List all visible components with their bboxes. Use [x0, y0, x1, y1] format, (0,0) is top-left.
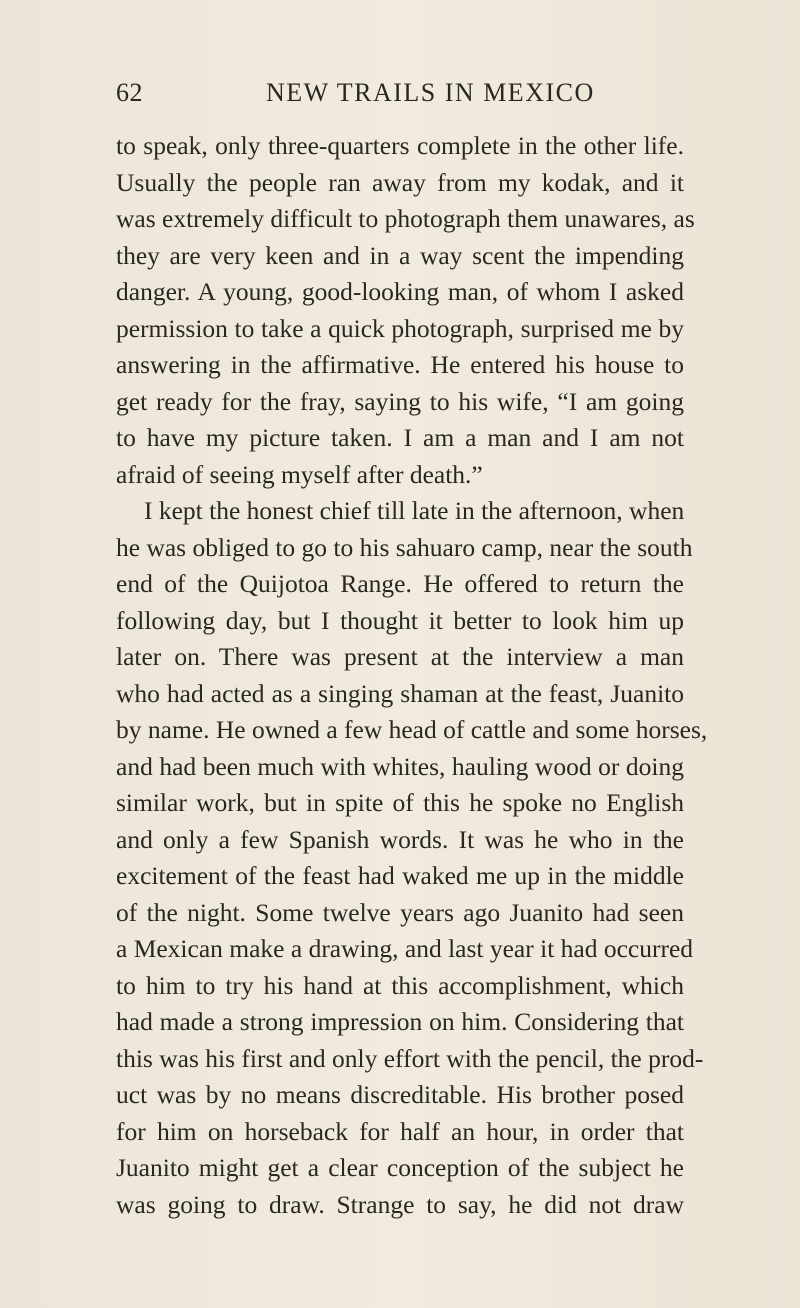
- text-line: end of the Quijotoa Range. He offered to return the: [116, 569, 684, 598]
- text-line: later on. There was present at the interview a man: [116, 642, 684, 671]
- page-header: [116, 78, 684, 118]
- text-line: was going to draw. Strange to say, he did not draw: [116, 1189, 684, 1219]
- text-line: permission to take a quick photograph, surprised me by: [116, 313, 684, 343]
- text-line: by name. He owned a few head of cattle and some horses,: [116, 715, 708, 744]
- text-line: answering in the affirmative. He entered his house to: [116, 350, 684, 379]
- text-line: he was obliged to go to his sahuaro camp, near the south: [116, 532, 693, 562]
- text-line: was extremely difficult to photograph them unawares, as: [116, 204, 695, 233]
- paragraph-start-line: I kept the honest chief till late in the afternoon, when: [144, 496, 685, 525]
- text-line: to have my picture taken. I am a man and I am not: [116, 423, 684, 452]
- text-line: and only a few Spanish words. It was he who in the: [116, 824, 684, 854]
- body-text: [116, 128, 708, 1223]
- text-line: who had acted as a singing shaman at the feast, Juanito: [116, 678, 684, 708]
- paragraph-end-line: afraid of seeing myself after death.”: [116, 459, 483, 489]
- text-line: similar work, but in spite of this he spoke no English: [116, 788, 684, 817]
- text-line: get ready for the fray, saying to his wife, “I am going: [116, 386, 684, 416]
- text-line: uct was by no means discreditable. His brother posed: [116, 1080, 684, 1109]
- text-line: following day, but I thought it better to look him up: [116, 605, 684, 635]
- text-line: and had been much with whites, hauling wood or doing: [116, 751, 684, 781]
- text-line: to speak, only three-quarters complete in the other life.: [116, 131, 684, 160]
- text-line: Juanito might get a clear conception of the subject he: [116, 1153, 684, 1182]
- text-line: this was his first and only effort with the pencil, the prod-: [116, 1043, 704, 1073]
- text-line: Usually the people ran away from my kodak, and it: [116, 167, 684, 197]
- text-line: danger. A young, good-looking man, of whom I asked: [116, 277, 684, 306]
- text-line: of the night. Some twelve years ago Juanito had seen: [116, 897, 684, 927]
- text-line: excitement of the feast had waked me up in the middle: [116, 861, 684, 890]
- text-line: to him to try his hand at this accomplishment, which: [116, 970, 684, 1000]
- running-head: NEW TRAILS IN MEXICO: [266, 78, 595, 107]
- page-number: 62: [116, 78, 143, 107]
- text-line: had made a strong impression on him. Considering that: [116, 1007, 684, 1036]
- text-line: for him on horseback for half an hour, in order that: [116, 1116, 684, 1146]
- text-line: a Mexican make a drawing, and last year it had occurred: [116, 934, 694, 963]
- text-line: they are very keen and in a way scent the impending: [116, 240, 684, 270]
